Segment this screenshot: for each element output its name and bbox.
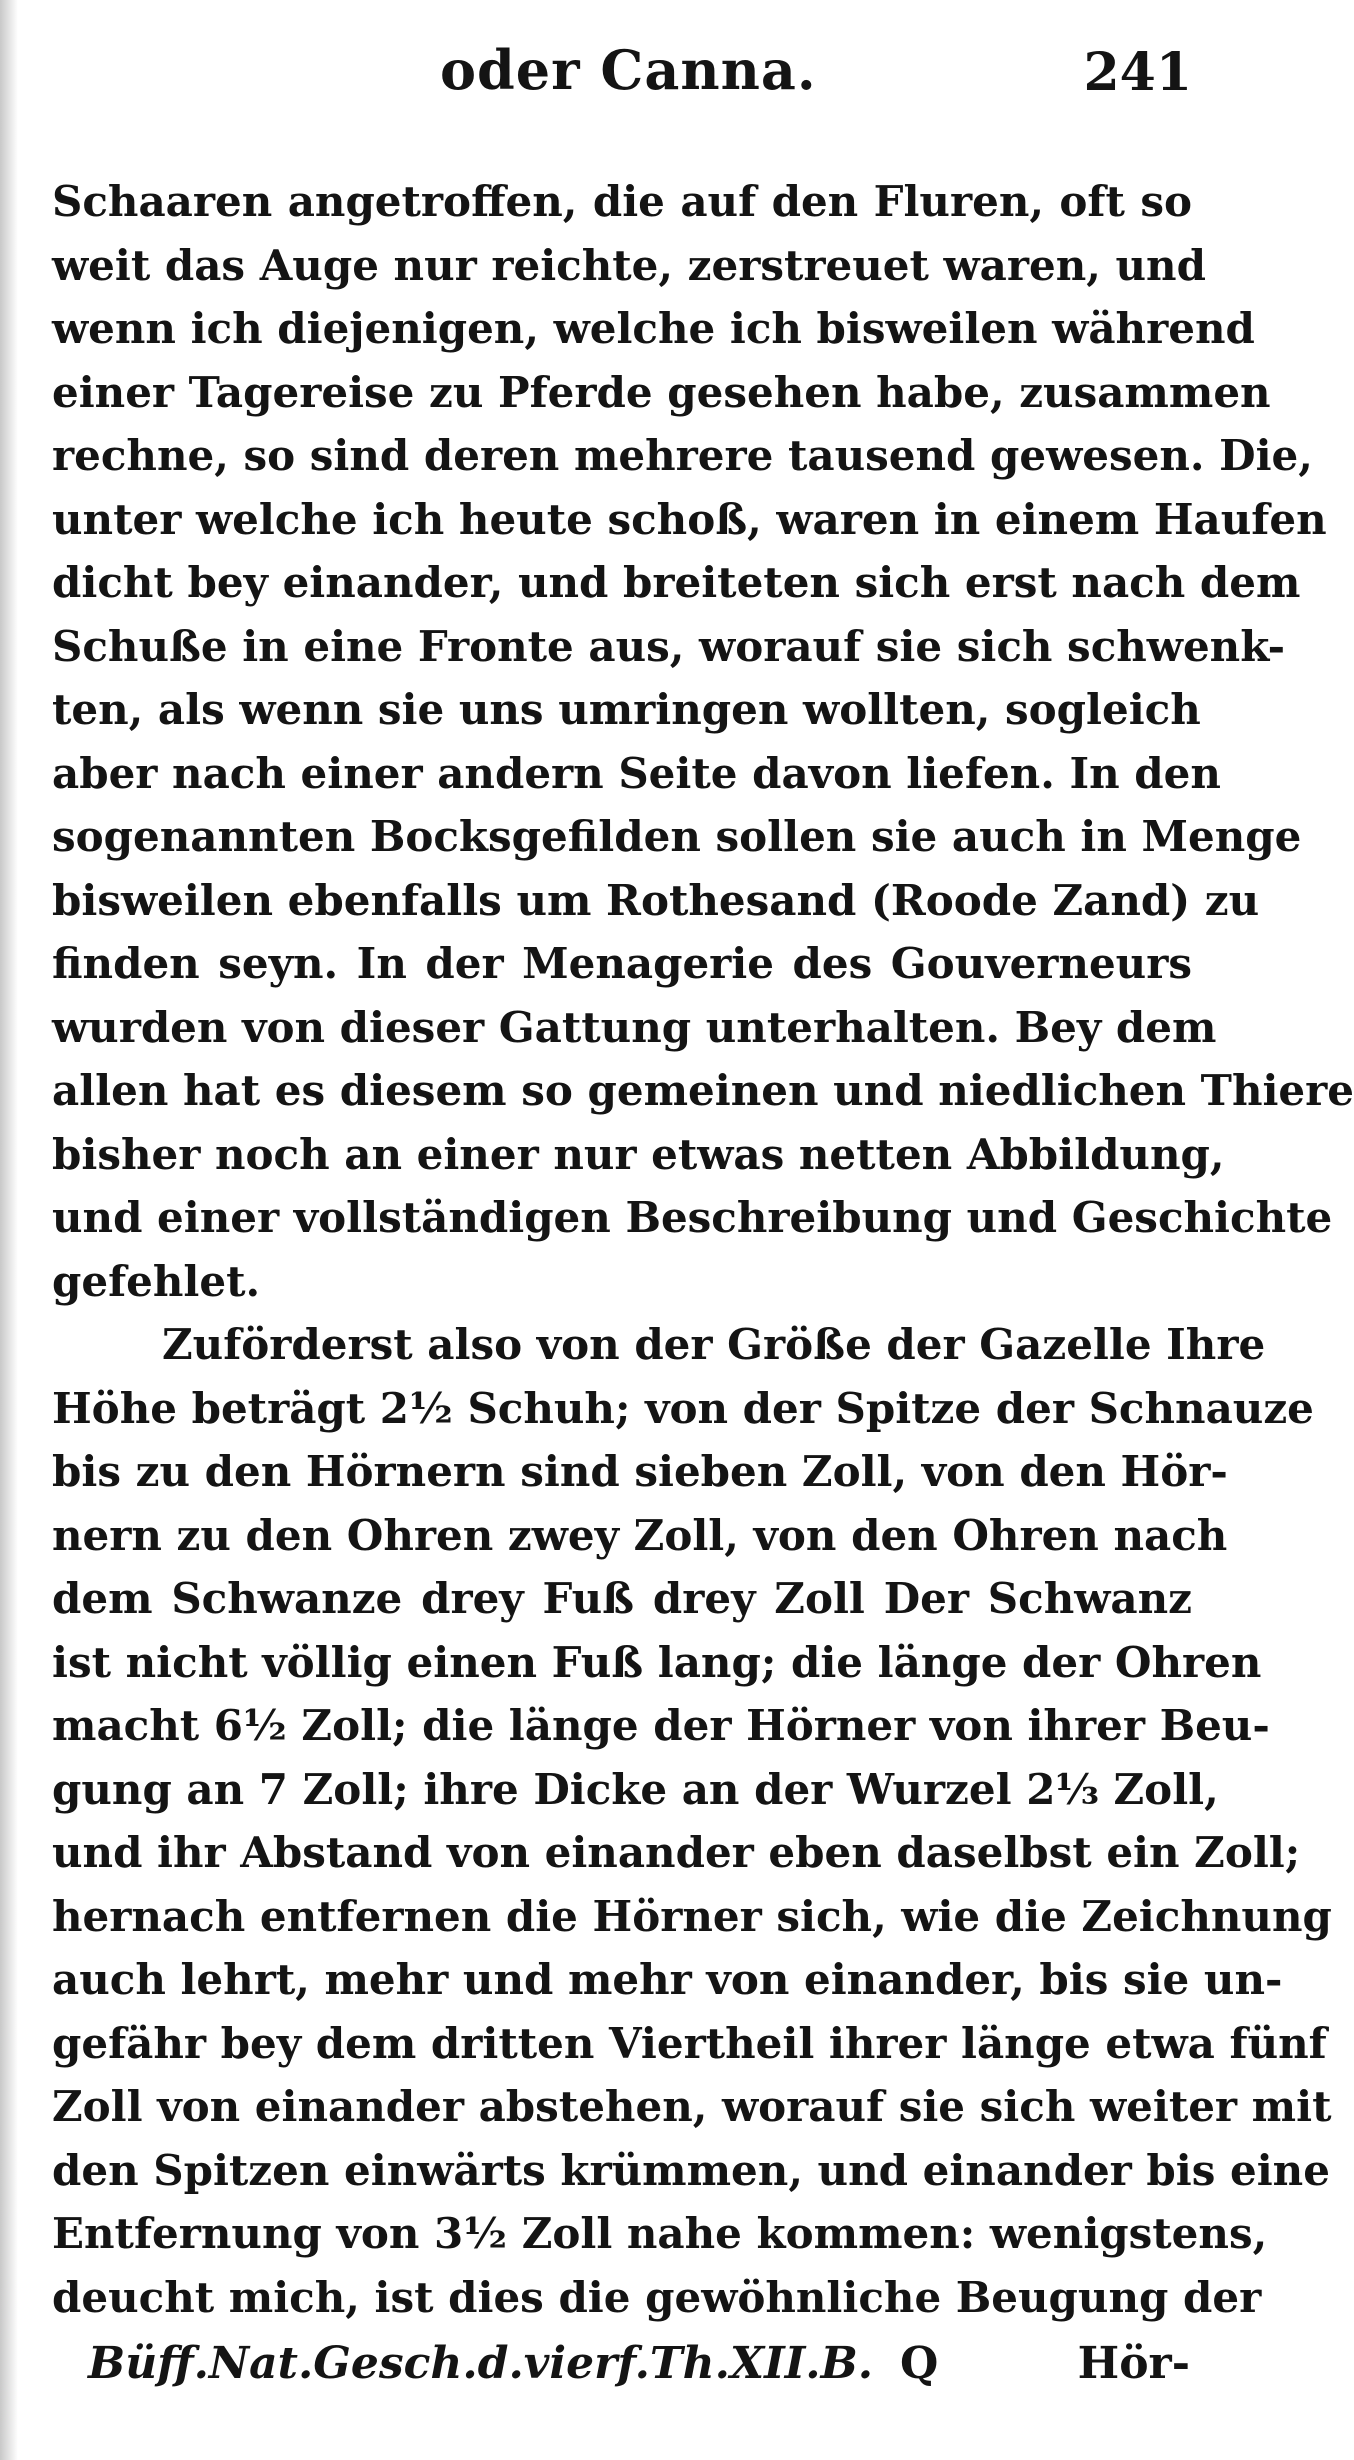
text-line: gefähr bey dem dritten Viertheil ihrer länge etwa fünf (52, 2018, 1327, 2068)
text-line: Schaaren angetroffen, die auf den Fluren, oft so (52, 177, 1192, 226)
text-line: gefehlet. (52, 1256, 261, 1306)
paragraph-2 (52, 1313, 1332, 2329)
page-number: 241 (1083, 42, 1192, 103)
text-line: hernach entfernen die Hörner sich, wie die Zeichnung (52, 1891, 1332, 1941)
text-line: Zoll von einander abstehen, worauf sie sich weiter mit (52, 2082, 1332, 2131)
text-line: rechne, so sind deren mehrere tausend gewesen. Die, (52, 431, 1313, 480)
text-line: einer Tagereise zu Pferde gesehen habe, zusammen (52, 367, 1271, 417)
text-line: Schuße in eine Fronte aus, worauf sie sich schwenk- (52, 621, 1286, 671)
text-line: wenn ich diejenigen, welche ich bisweilen während (52, 304, 1255, 353)
page-footer (0, 2338, 1258, 2418)
text-line: dem Schwanze drey Fuß drey Zoll Der Schwanz (52, 1574, 1192, 1623)
text-line: den Spitzen einwärts krümmen, und einander bis eine (52, 2145, 1330, 2195)
text-line: Höhe beträgt 2½ Schuh; von der Spitze der Schnauze (52, 1383, 1314, 1433)
text-line: wurden von dieser Gattung unterhalten. Bey dem (52, 1002, 1217, 1052)
text-line: deucht mich, ist dies die gewöhnliche Beugung der (52, 2272, 1262, 2322)
signature-mark: Büff.Nat.Gesch.d.vierf.Th.XII.B. (88, 2338, 874, 2389)
text-line: macht 6½ Zoll; die länge der Hörner von ihrer Beu- (52, 1701, 1270, 1750)
body-text (52, 170, 1354, 2329)
text-line: Zuförderst also von der Größe der Gazelle Ihre (162, 1320, 1266, 1369)
text-line: unter welche ich heute schoß, waren in einem Haufen (52, 494, 1327, 544)
paragraph-1 (52, 170, 1354, 1313)
text-line: allen hat es diesem so gemeinen und niedlichen Thiere (52, 1066, 1354, 1115)
text-line: sogenannten Bocksgefilden sollen sie auch in Menge (52, 812, 1302, 861)
text-line: Entfernung von 3½ Zoll nahe kommen: wenigstens, (52, 2209, 1268, 2258)
text-line: bisher noch an einer nur etwas netten Abbildung, (52, 1129, 1225, 1179)
text-line: nern zu den Ohren zwey Zoll, von den Ohren nach (52, 1510, 1228, 1560)
text-line: aber nach einer andern Seite davon liefen. In den (52, 748, 1221, 798)
catchword: Hör- (1077, 2338, 1190, 2389)
text-line: auch lehrt, mehr und mehr von einander, bis sie un- (52, 1955, 1283, 2004)
text-line: ist nicht völlig einen Fuß lang; die länge der Ohren (52, 1637, 1262, 1687)
sheet-mark: Q (900, 2338, 939, 2389)
page-gutter-shadow (0, 0, 18, 2460)
running-title: oder Canna. (440, 38, 817, 102)
text-line: dicht bey einander, und breiteten sich erst nach dem (52, 558, 1301, 607)
text-line: bis zu den Hörnern sind sieben Zoll, von den Hör- (52, 1447, 1228, 1496)
page-header (0, 38, 1258, 128)
text-line: und einer vollständigen Beschreibung und Geschichte (52, 1193, 1333, 1242)
text-line: ten, als wenn sie uns umringen wollten, sogleich (52, 685, 1201, 734)
text-line: bisweilen ebenfalls um Rothesand (Roode Zand) zu (52, 875, 1260, 925)
text-line: gung an 7 Zoll; ihre Dicke an der Wurzel 2⅓ Zoll, (52, 1764, 1219, 1814)
text-line: weit das Auge nur reichte, zerstreuet waren, und (52, 240, 1206, 290)
text-line: finden seyn. In der Menagerie des Gouverneurs (52, 939, 1192, 988)
text-line: und ihr Abstand von einander eben daselbst ein Zoll; (52, 1828, 1301, 1877)
